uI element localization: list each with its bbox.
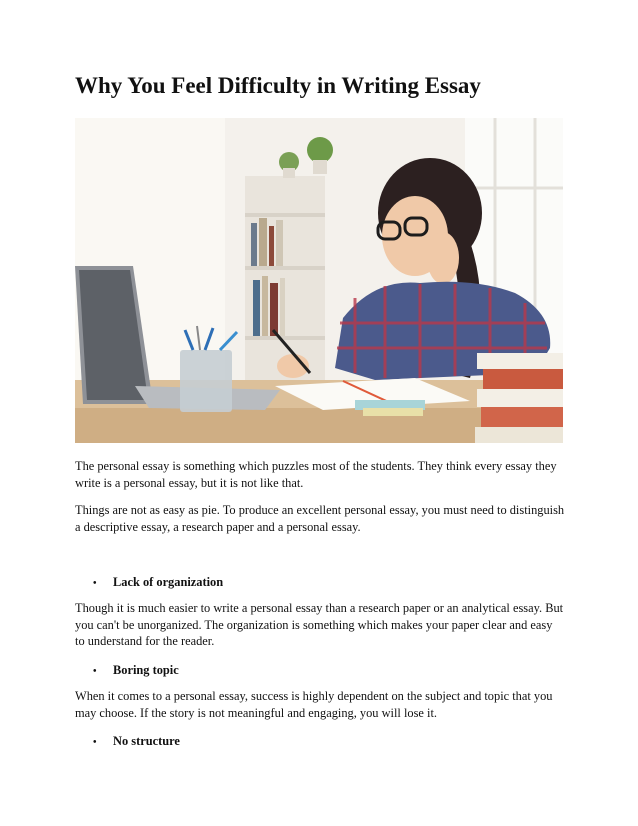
bullet-boring-topic <box>93 662 179 680</box>
bullet-label: Lack of organization <box>113 575 224 589</box>
paragraph-intro: The personal essay is something which puzzles most of the students. They think every essay they write is a personal essay, but it is not like that. <box>75 459 557 490</box>
paragraph-organization: Though it is much easier to write a personal essay than a research paper or an analytical essay. But you can't be unorganized. The organization is something which makes your paper clear and easy to understand for the reader. <box>75 601 564 648</box>
bullet-glyph: • <box>93 666 97 677</box>
bullet-glyph: • <box>93 578 97 589</box>
bullet-glyph: • <box>93 737 97 748</box>
bullet-label: Boring topic <box>113 663 179 677</box>
bullet-label: No structure <box>113 734 180 748</box>
document-title: Why You Feel Difficulty in Writing Essay <box>75 73 481 98</box>
paragraph-easy-as-pie: Things are not as easy as pie. To produce an excellent personal essay, you must need to distinguish a descriptive essay, a research paper and a personal essay. <box>75 503 565 534</box>
student-writing-photo <box>75 118 563 443</box>
paragraph-topic: When it comes to a personal essay, success is highly dependent on the subject and topic that you may choose. If the story is not meaningful and engaging, you will lose it. <box>75 689 553 720</box>
bullet-no-structure <box>93 733 180 751</box>
bullet-lack-of-organization <box>93 574 223 592</box>
